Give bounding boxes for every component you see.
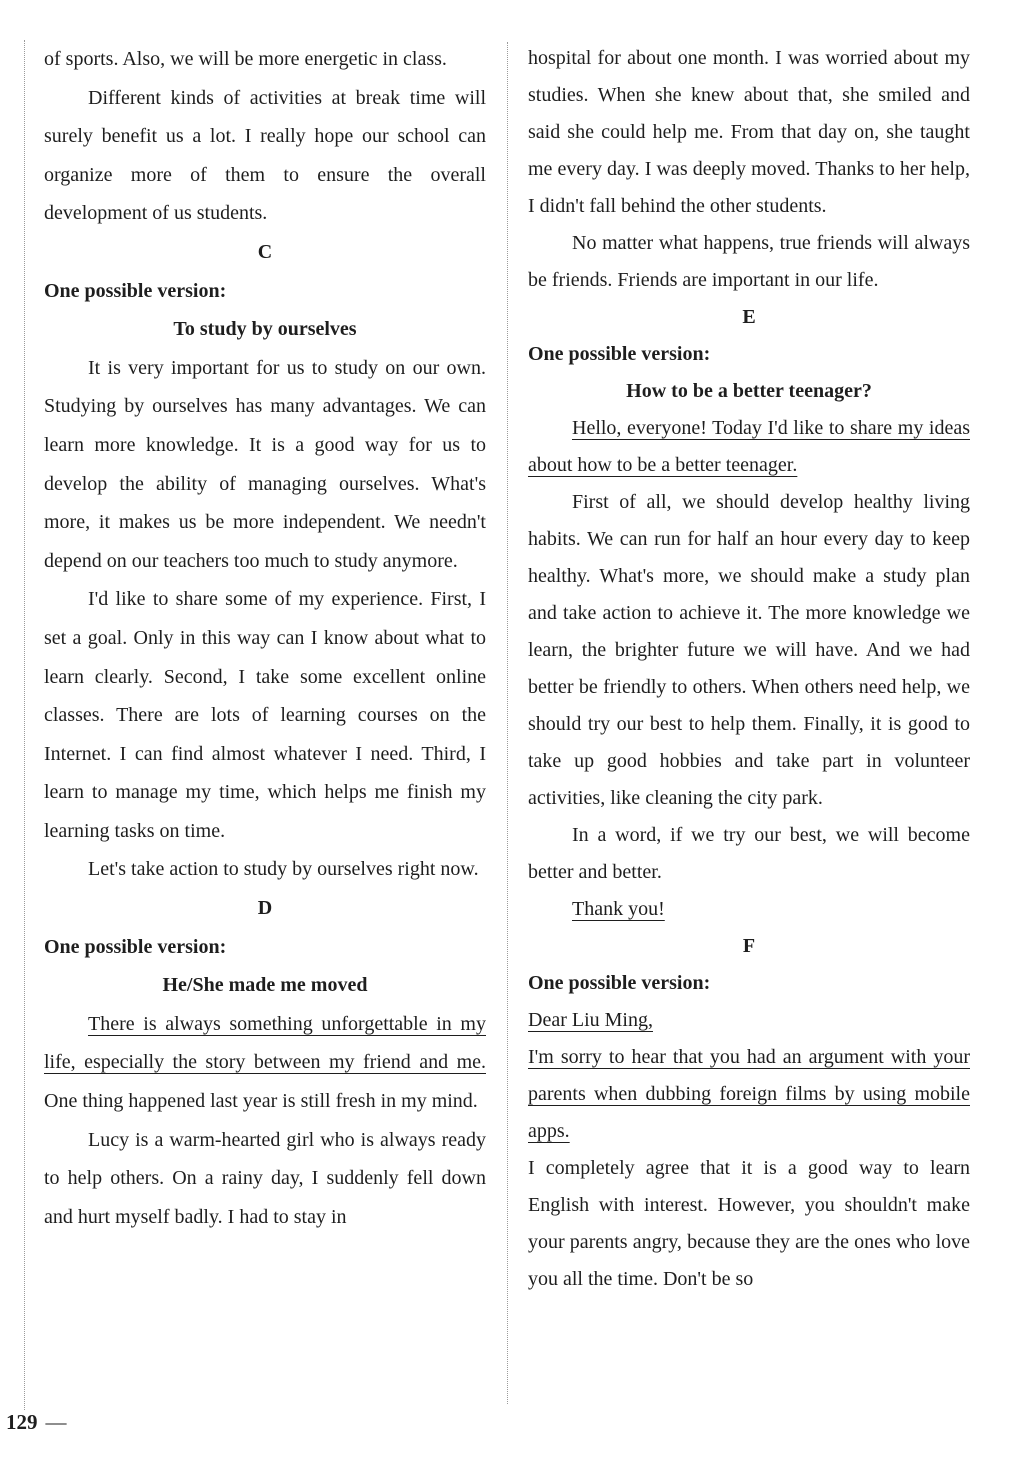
letter-greeting [528, 1002, 970, 1039]
closing [528, 891, 970, 928]
page-footer [6, 1410, 67, 1435]
binding-margin-line [24, 40, 25, 1410]
underlined-opening: There is always something unforgettable in my life, especially the story between my friend and me. [44, 1012, 486, 1074]
underlined-greeting: Dear Liu Ming, [528, 1009, 653, 1031]
section-letter: D [257, 897, 273, 920]
right-column [528, 40, 970, 1298]
paragraph [528, 1039, 970, 1150]
section-letter: C [257, 240, 273, 263]
underlined-opening: I'm sorry to hear that you had an argument with your parents when dubbing foreign films by using mobile apps. [528, 1046, 970, 1142]
page-number: 129 [6, 1410, 38, 1434]
paragraph: Lucy is a warm-hearted girl who is always ready to help others. On a rainy day, I suddenly fell down and hurt myself badly. I had to stay in [44, 1128, 486, 1228]
section-letter: E [742, 306, 756, 328]
column-divider [507, 42, 508, 1404]
paragraph: I'd like to share some of my experience. First, I set a goal. Only in this way can I know about what to learn clearly. Second, I take some excellent online classes. There are lots of learning courses on the Internet. I can find almost whatever I need. Third, I learn to manage my time, which helps me finish my learning tasks on time. [44, 588, 486, 842]
paragraph: It is very important for us to study on our own. Studying by ourselves has many advantages. We can learn more knowledge. It is a good way for us to develop the ability of managing ourselves. What's more, it makes us be more independent. We needn't depend on our teachers too much to study anymore. [44, 356, 486, 572]
paragraph: In a word, if we try our best, we will become better and better. [528, 824, 970, 883]
essay-title: To study by ourselves [173, 318, 357, 341]
paragraph [528, 410, 970, 484]
paragraph-rest: One thing happened last year is still fresh in my mind. [44, 1090, 478, 1113]
section-letter: F [742, 935, 756, 957]
paragraph: Different kinds of activities at break time will surely benefit us a lot. I really hope our school can organize more of them to ensure the overall development of us students. [44, 86, 486, 225]
paragraph: No matter what happens, true friends will always be friends. Friends are important in our life. [528, 232, 970, 291]
paragraph: Let's take action to study by ourselves right now. [88, 858, 479, 881]
version-label: One possible version: [528, 972, 711, 994]
version-label: One possible version: [44, 279, 227, 302]
underlined-closing: Thank you! [572, 898, 665, 920]
version-label: One possible version: [528, 343, 711, 365]
paragraph [44, 1005, 486, 1121]
paragraph: hospital for about one month. I was worried about my studies. When she knew about that, she smiled and said she could help me. From that day on, she taught me every day. I was deeply moved. Thanks to her help, I didn't fall behind the other students. [528, 47, 970, 217]
footer-dash: — [45, 1410, 67, 1434]
paragraph: I completely agree that it is a good way to learn English with interest. However, you shouldn't make your parents angry, because they are the ones who love you all the time. Don't be so [528, 1157, 970, 1290]
essay-title: How to be a better teenager? [626, 380, 872, 402]
paragraph: First of all, we should develop healthy living habits. We can run for half an hour every day to keep healthy. What's more, we should make a study plan and take action to achieve it. The more knowledge we learn, the brighter future we will have. And we had better be friendly to others. When others need help, we should try our best to help them. Finally, it is good to take up good hobbies and take part in volunteer activities, like cleaning the city park. [528, 491, 970, 809]
left-column [44, 40, 486, 1236]
paragraph: of sports. Also, we will be more energetic in class. [44, 48, 447, 70]
underlined-opening: Hello, everyone! Today I'd like to share my ideas about how to be a better teenager. [528, 417, 970, 476]
essay-title: He/She made me moved [162, 974, 368, 997]
version-label: One possible version: [44, 935, 227, 958]
